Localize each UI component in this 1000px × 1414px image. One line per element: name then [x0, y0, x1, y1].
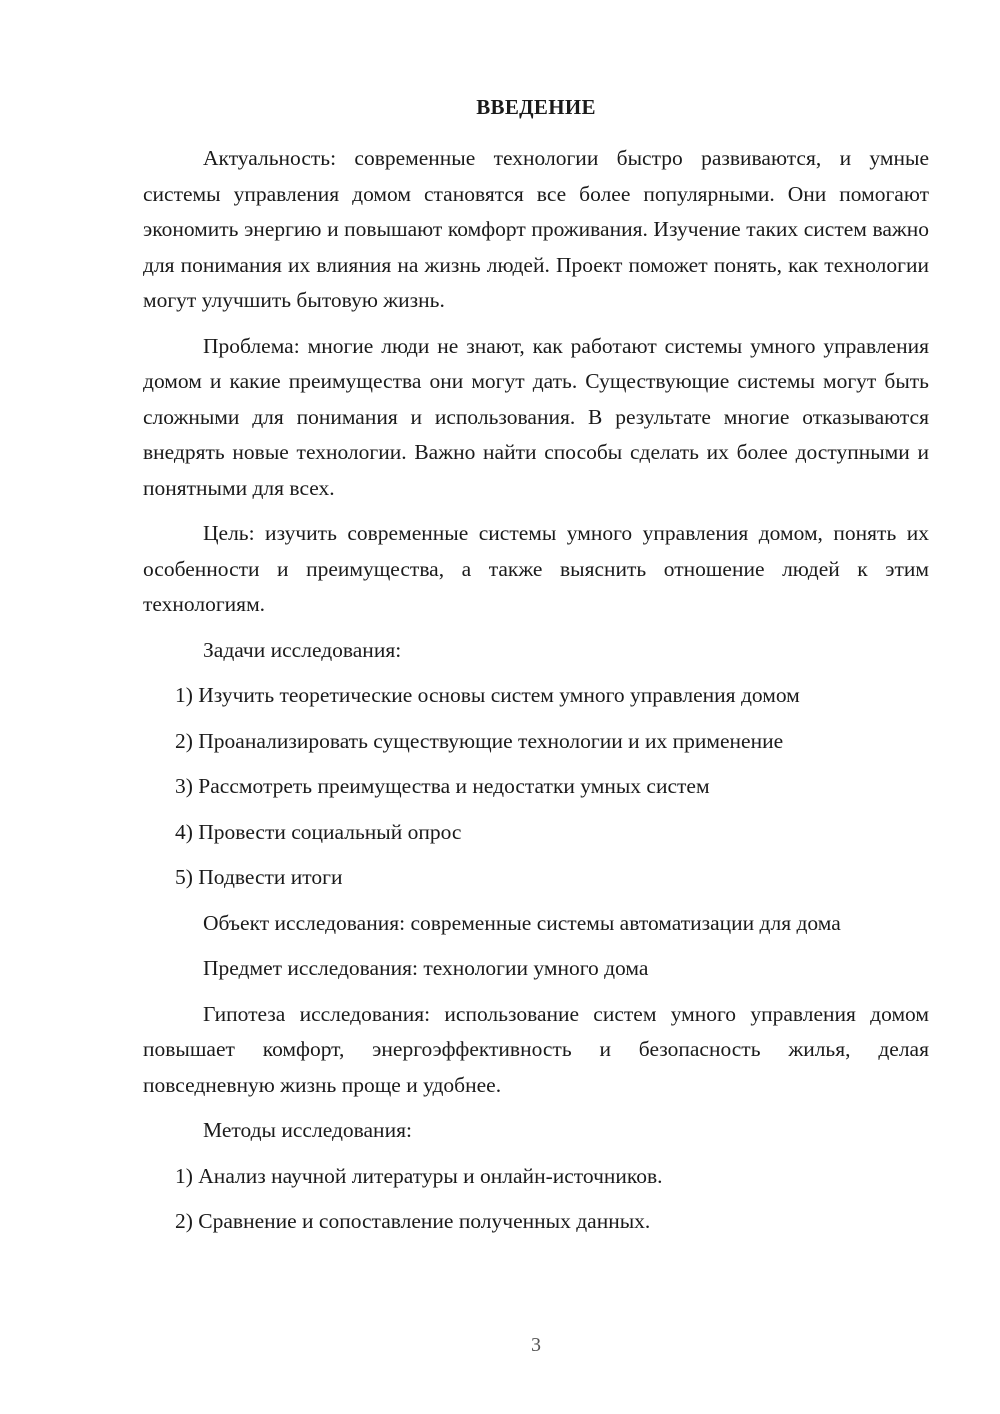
list-item: 1) Анализ научной литературы и онлайн-источников.	[175, 1163, 663, 1188]
document-body	[143, 141, 929, 1250]
page-heading: ВВЕДЕНИЕ	[476, 95, 596, 119]
subject-paragraph: Предмет исследования: технологии умного дома	[203, 956, 649, 980]
tasks-list	[143, 678, 929, 896]
methods-list	[143, 1159, 929, 1240]
list-item: 2) Проанализировать существующие технологии и их применение	[175, 728, 784, 753]
list-item: 3) Рассмотреть преимущества и недостатки умных систем	[175, 774, 710, 798]
list-item: 2) Сравнение и сопоставление полученных данных.	[175, 1209, 651, 1233]
methods-title: Методы исследования:	[203, 1118, 412, 1142]
page-number: 3	[531, 1334, 541, 1356]
problem-paragraph: Проблема: многие люди не знают, как работают системы умного управления домом и какие преимущества они могут дать. Существующие системы могут быть сложными для понимания и использования. В результате многие отказываются внедрять новые технологии. Важно найти способы сделать их более доступными и понятными для всех.	[143, 333, 929, 500]
object-paragraph: Объект исследования: современные системы автоматизации для дома	[203, 910, 841, 935]
list-item: 4) Провести социальный опрос	[175, 819, 462, 844]
list-item: 1) Изучить теоретические основы систем умного управления домом	[175, 683, 800, 707]
goal-paragraph: Цель: изучить современные системы умного управления домом, понять их особенности и преимущества, а также выяснить отношение людей к этим технологиям.	[143, 521, 929, 616]
hypothesis-paragraph: Гипотеза исследования: использование систем умного управления домом повышает комфорт, энергоэффективность и безопасность жилья, делая повседневную жизнь проще и удобнее.	[143, 1001, 929, 1097]
relevance-paragraph: Актуальность: современные технологии быстро развиваются, и умные системы управления домом становятся все более популярными. Они помогают экономить энергию и повышают комфорт проживания. Изучение таких систем важно для понимания их влияния на жизнь людей. Проект поможет понять, как технологии могут улучшить бытовую жизнь.	[143, 146, 929, 312]
tasks-title: Задачи исследования:	[203, 637, 402, 662]
list-item: 5) Подвести итоги	[175, 865, 343, 889]
